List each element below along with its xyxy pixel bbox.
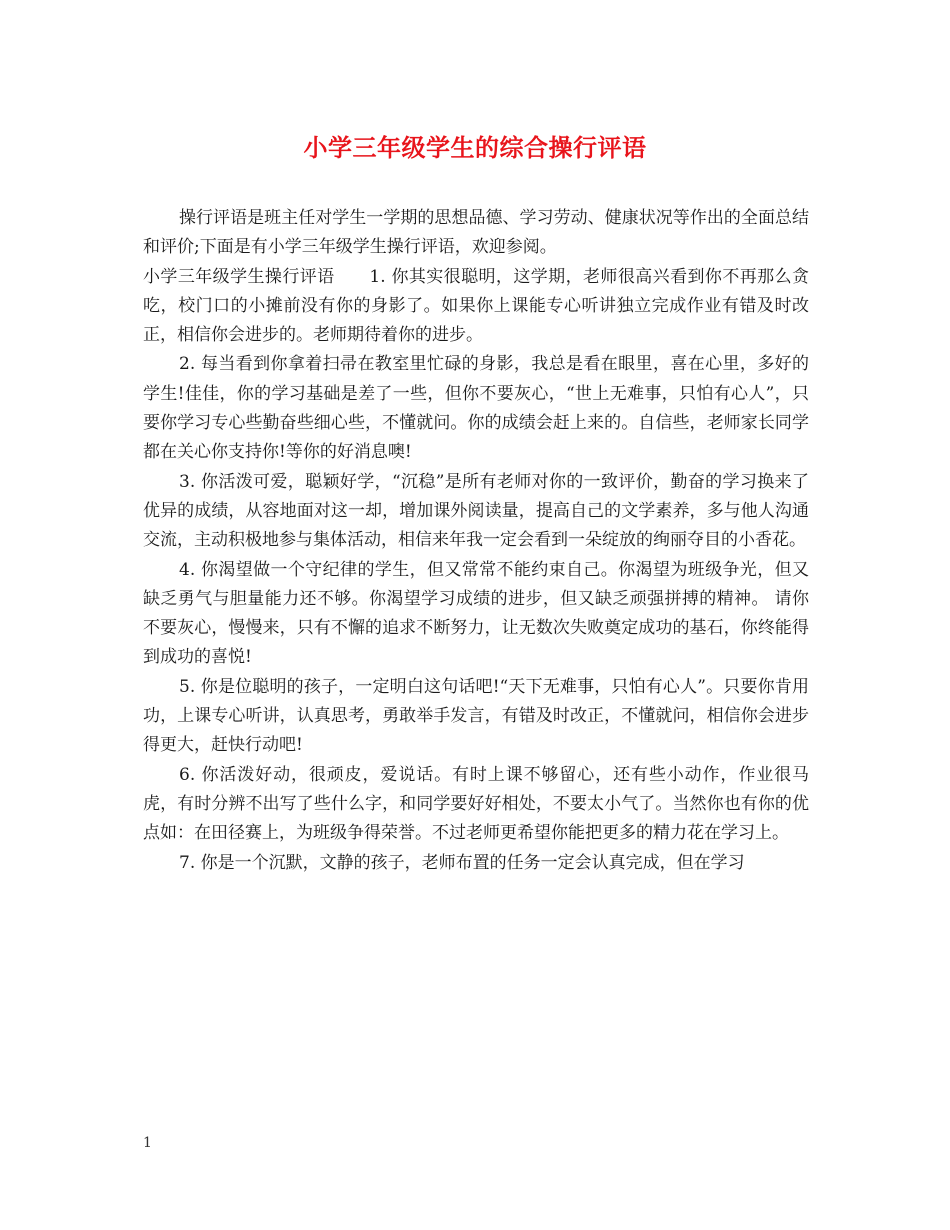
comment-paragraph-4: 4. 你渴望做一个守纪律的学生，但又常常不能约束自己。你渴望为班级争光，但又缺乏勇气与胆量能力还不够。你渴望学习成绩的进步，但又缺乏顽强拼搏的精神。 请你不要灰心，慢慢来，只有不懈的追求不断努力，让无数次失败奠定成功的基石，你终能得到成功的喜悦!: [143, 559, 809, 668]
document-title: 小学三年级学生的综合操行评语: [303, 134, 647, 162]
comment-paragraph-5: 5. 你是位聪明的孩子，一定明白这句话吧!“天下无难事，只怕有心人”。只要你肯用功，上课专心听讲，认真思考，勇敢举手发言，有错及时改正，不懂就问，相信你会进步得更大，赶快行动吧!: [143, 676, 809, 756]
comment-paragraph-1: 小学三年级学生操行评语 1. 你其实很聪明，这学期，老师很高兴看到你不再那么贪吃，校门口的小摊前没有你的身影了。如果你上课能专心听讲独立完成作业有错及时改正，相信你会进步的。老师期待着你的进步。: [143, 266, 809, 346]
document-body: [143, 204, 809, 878]
comment-paragraph-7: 7. 你是一个沉默，文静的孩子，老师布置的任务一定会认真完成，但在学习: [179, 852, 745, 873]
comment-paragraph-6: 6. 你活泼好动，很顽皮，爱说话。有时上课不够留心，还有些小动作，作业很马虎，有时分辨不出写了些什么字，和同学要好好相处，不要太小气了。当然你也有你的优点如：在田径赛上，为班级争得荣誉。不过老师更希望你能把更多的精力花在学习上。: [143, 764, 809, 844]
page-number: 1: [143, 1135, 152, 1151]
comment-paragraph-3: 3. 你活泼可爱，聪颖好学，“沉稳”是所有老师对你的一致评价，勤奋的学习换来了优异的成绩，从容地面对这一却，增加课外阅读量，提高自己的文学素养，多与他人沟通交流，主动积极地参与集体活动，相信来年我一定会看到一朵绽放的绚丽夺目的小香花。: [143, 471, 809, 551]
comment-paragraph-2: 2. 每当看到你拿着扫帚在教室里忙碌的身影，我总是看在眼里，喜在心里，多好的学生!佳佳，你的学习基础是差了一些，但你不要灰心，“世上无难事，只怕有心人”，只要你学习专心些勤奋些细心些，不懂就问。你的成绩会赶上来的。自信些，老师家长同学都在关心你支持你!等你的好消息噢!: [143, 354, 809, 463]
intro-paragraph: 操行评语是班主任对学生一学期的思想品德、学习劳动、健康状况等作出的全面总结和评价;下面是有小学三年级学生操行评语，欢迎参阅。: [143, 208, 809, 258]
